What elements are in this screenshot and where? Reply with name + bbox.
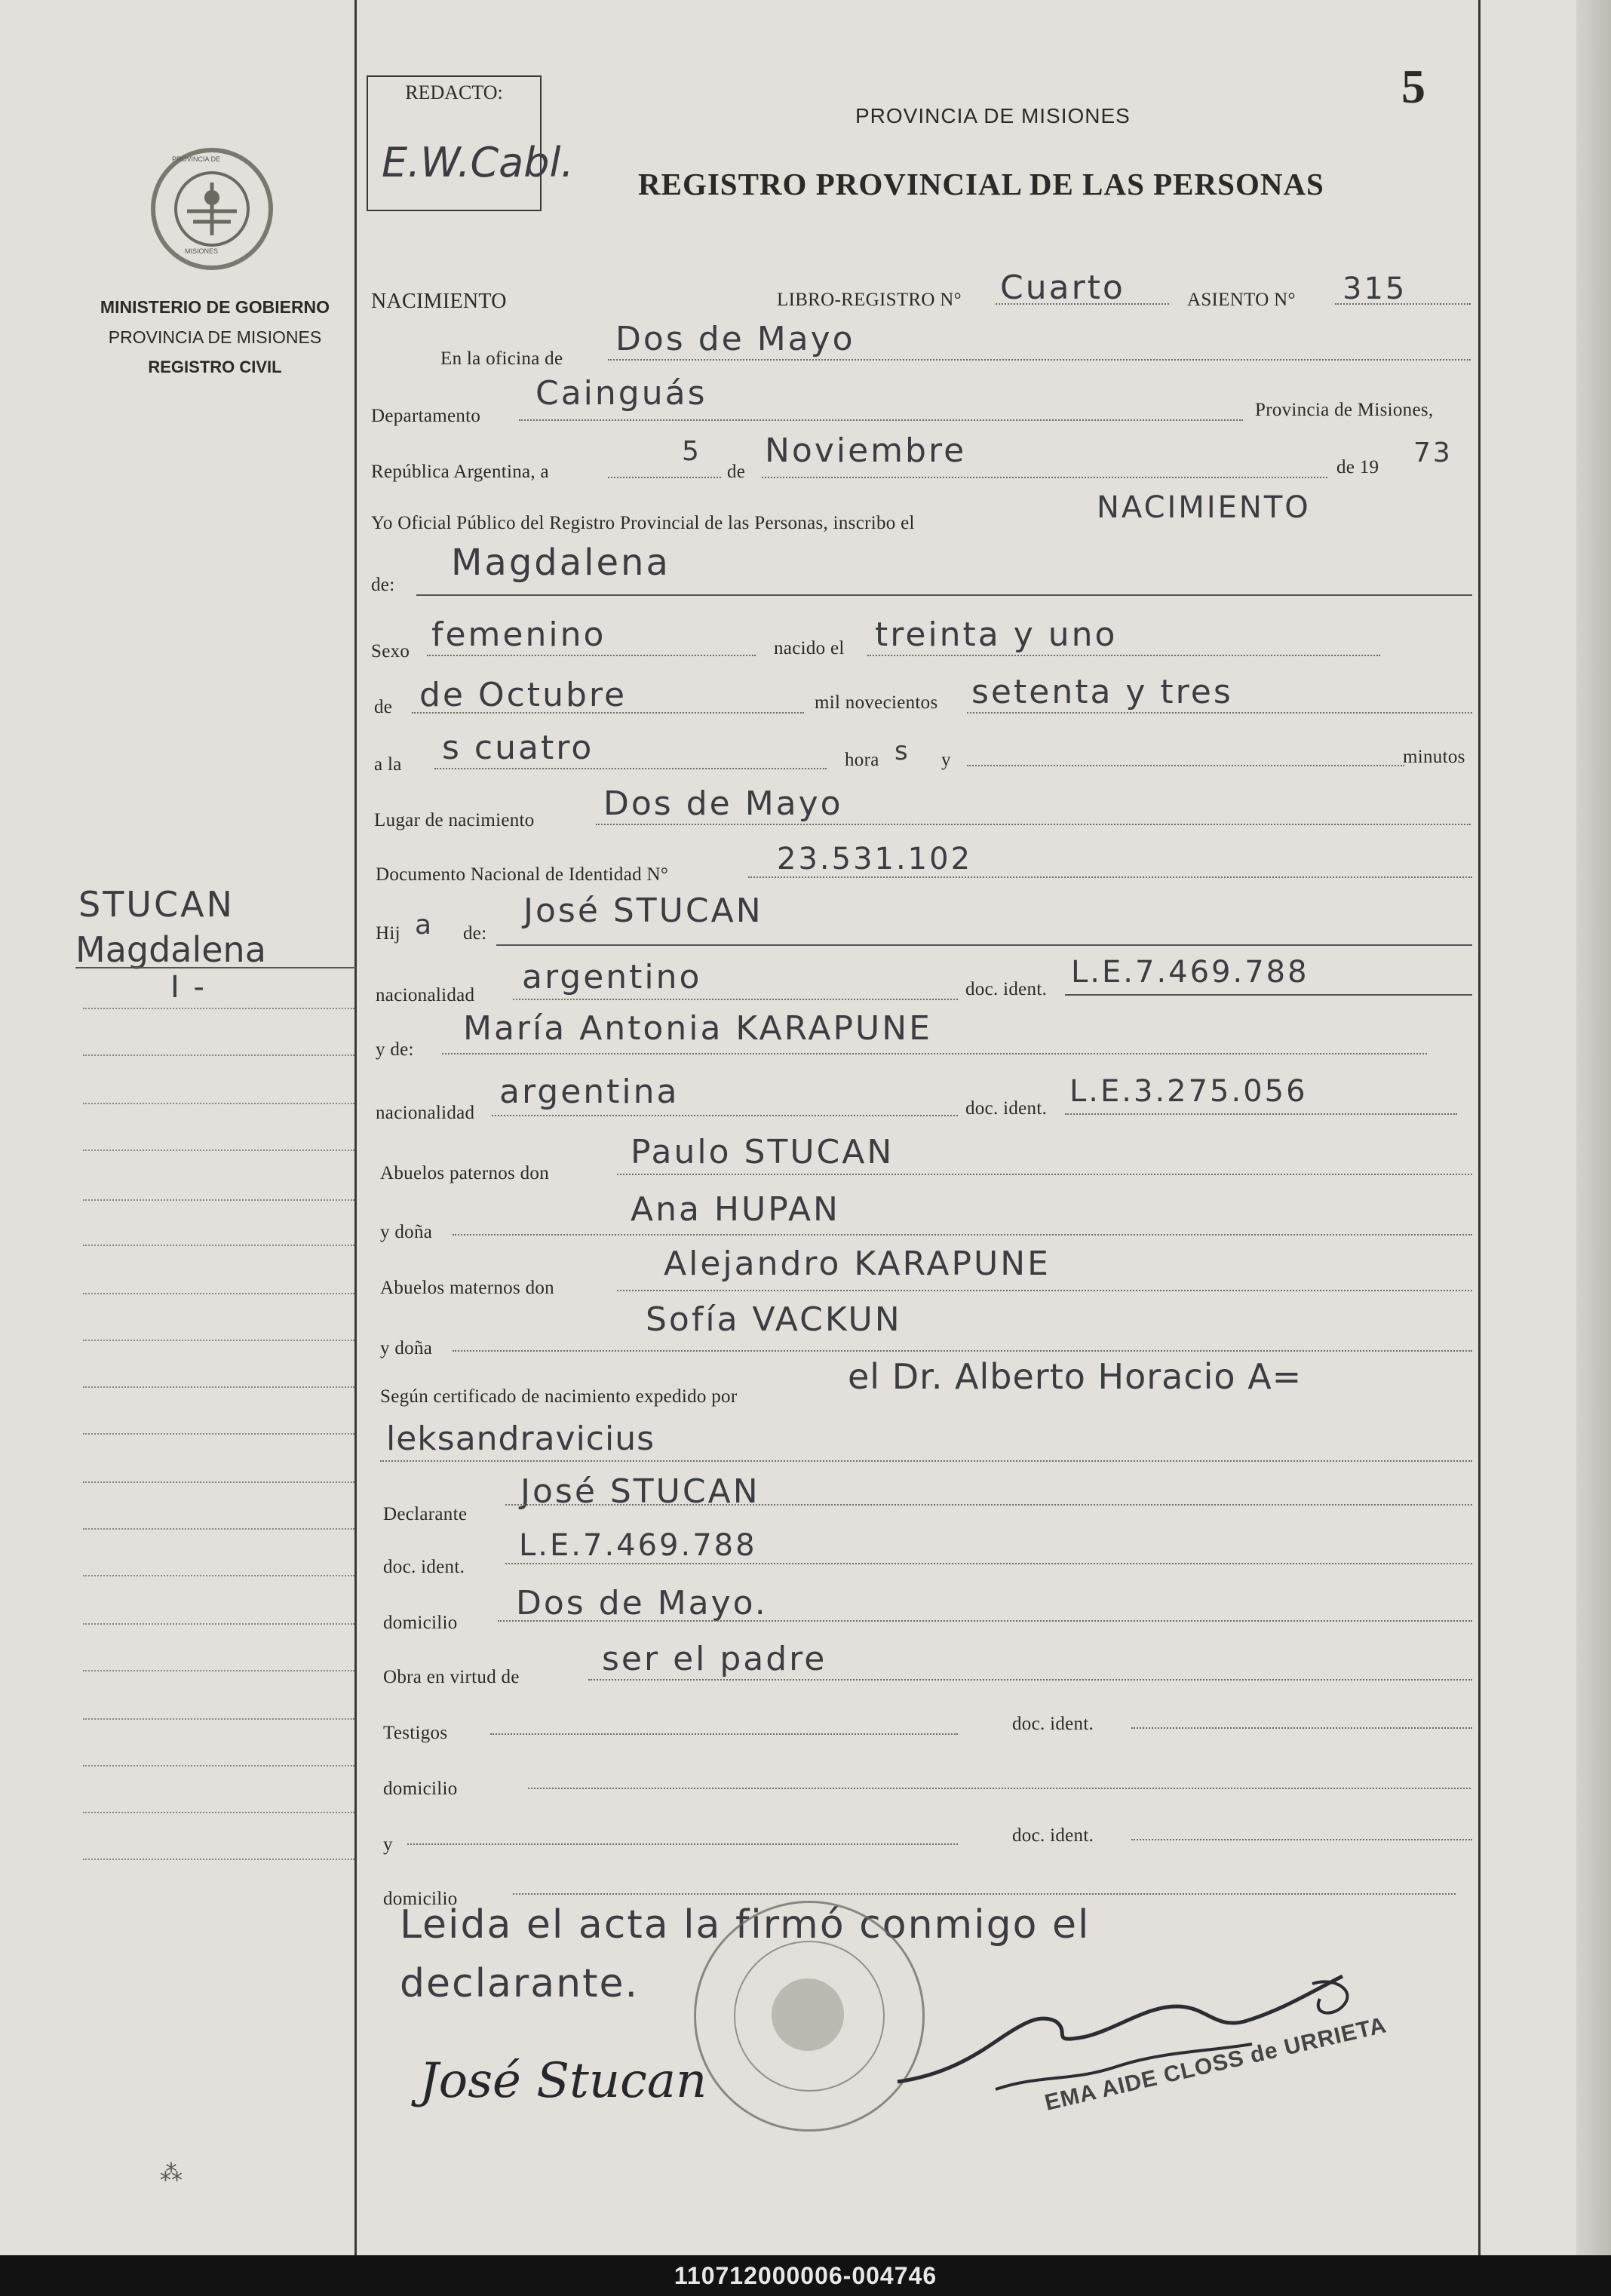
registration-month: Noviembre xyxy=(765,431,967,470)
doc-ident-label: doc. ident. xyxy=(965,979,1048,999)
birth-place: Dos de Mayo xyxy=(603,784,843,823)
republica-label: República Argentina, a xyxy=(371,462,549,482)
oficina-label: En la oficina de xyxy=(440,348,563,369)
paternal-grandmother: Ana HUPAN xyxy=(631,1190,840,1229)
margin-line xyxy=(83,1718,354,1720)
birth-place-line xyxy=(596,824,1471,825)
maternal-grandfather-line xyxy=(617,1290,1472,1291)
maternal-grandfather: Alejandro KARAPUNE xyxy=(664,1245,1051,1283)
witness1-doc-line xyxy=(1131,1727,1472,1729)
stamp-emblem xyxy=(772,1978,844,2051)
witness2-doc-label: doc. ident. xyxy=(1012,1825,1094,1846)
registration-type: NACIMIENTO xyxy=(1097,490,1311,525)
page-title: REGISTRO PROVINCIAL DE LAS PERSONAS xyxy=(638,167,1324,201)
testigos-label: Testigos xyxy=(383,1723,448,1743)
departamento-value: Cainguás xyxy=(535,374,707,413)
de-19-label: de 19 xyxy=(1336,457,1379,477)
departamento-label: Departamento xyxy=(371,406,481,426)
seal-text-top: PROVINCIA DE xyxy=(172,155,221,163)
registration-day: 5 xyxy=(682,436,701,467)
margin-line xyxy=(83,1340,354,1341)
de-label-2: de xyxy=(374,697,393,717)
birth-year-line xyxy=(967,712,1472,714)
obra-label: Obra en virtud de xyxy=(383,1667,520,1687)
dni-value: 23.531.102 xyxy=(777,842,973,876)
birth-day-line xyxy=(867,655,1380,656)
page-number: 5 xyxy=(1401,60,1425,113)
mil-novecientos-label: mil novecientos xyxy=(815,692,938,713)
dni-line xyxy=(748,876,1472,878)
obra-value: ser el padre xyxy=(602,1640,827,1678)
declarant-address: Dos de Mayo. xyxy=(516,1584,768,1622)
hora-suffix: s xyxy=(894,736,910,766)
witness2-address-line xyxy=(513,1893,1456,1895)
asiento-label: ASIENTO N° xyxy=(1187,290,1296,310)
margin-line xyxy=(83,1575,354,1576)
mother-nationality: argentina xyxy=(499,1073,680,1111)
certificate-issuer-line1: el Dr. Alberto Horacio A= xyxy=(848,1356,1303,1397)
certificate-line xyxy=(380,1460,1472,1462)
declarant-signature: José Stucan xyxy=(419,2053,707,2109)
margin-line xyxy=(83,1433,354,1435)
margin-line xyxy=(83,1150,354,1151)
abuelos-maternos-label: Abuelos maternos don xyxy=(380,1278,554,1298)
margin-surname: STUCAN xyxy=(78,884,235,925)
minutes-line xyxy=(967,765,1404,766)
maternal-grandmother-line xyxy=(453,1350,1472,1352)
declarant-name: José STUCAN xyxy=(520,1472,760,1511)
margin-given-name: Magdalena xyxy=(75,929,266,970)
archive-id-footer: 110712000006-004746 xyxy=(0,2255,1611,2296)
margin-line xyxy=(83,1528,354,1530)
father-line xyxy=(496,944,1472,946)
abuelos-paternos-label: Abuelos paternos don xyxy=(380,1163,550,1183)
redacto-initials: E.W.Cabl. xyxy=(382,139,574,186)
hour-line xyxy=(434,768,827,769)
margin-line xyxy=(83,1199,354,1201)
maternal-grandmother: Sofía VACKUN xyxy=(646,1300,902,1339)
mother-nationality-line xyxy=(492,1115,958,1116)
official-name-stamp: EMA AIDE CLOSS de URRIETA xyxy=(1042,2012,1389,2116)
margin-line xyxy=(83,1008,354,1009)
paternal-grandfather-line xyxy=(617,1174,1472,1175)
paternal-grandfather: Paulo STUCAN xyxy=(631,1133,894,1171)
doc-ident-label-3: doc. ident. xyxy=(383,1557,465,1577)
hij-label: Hij xyxy=(376,923,400,944)
birth-year: setenta y tres xyxy=(971,673,1233,711)
address-line xyxy=(498,1620,1472,1622)
witness1-doc-label: doc. ident. xyxy=(1012,1714,1094,1734)
ministry-label: MINISTERIO DE GOBIERNO xyxy=(100,297,330,317)
birth-month: de Octubre xyxy=(419,676,628,714)
header-province: PROVINCIA DE MISIONES xyxy=(855,104,1131,127)
mother-document-line xyxy=(1065,1113,1457,1115)
margin-line xyxy=(83,1859,354,1860)
registration-year: 73 xyxy=(1413,437,1453,468)
asiento-value: 315 xyxy=(1342,272,1407,306)
binding-edge xyxy=(1576,0,1611,2255)
witness2-domicilio-label: domicilio xyxy=(383,1889,458,1909)
closing-statement-line1: Leida el acta la firmó conmigo el xyxy=(400,1902,1091,1948)
declarante-label: Declarante xyxy=(383,1504,468,1524)
declarant-document-line xyxy=(505,1563,1472,1564)
nacido-label: nacido el xyxy=(774,638,845,658)
father-nationality-line xyxy=(513,999,958,1000)
margin-line xyxy=(83,1054,354,1056)
a-la-label: a la xyxy=(374,754,402,775)
mother-name: María Antonia KARAPUNE xyxy=(463,1009,932,1048)
nacionalidad-label: nacionalidad xyxy=(376,985,475,1005)
redacto-label: REDACTO: xyxy=(405,81,503,103)
mother-document: L.E.3.275.056 xyxy=(1069,1074,1308,1109)
margin-line xyxy=(83,1765,354,1767)
margin-line xyxy=(83,1386,354,1388)
certificate-issuer-line2: leksandravicius xyxy=(386,1420,655,1458)
corner-mark: ⁂ xyxy=(160,2161,183,2186)
libro-value: Cuarto xyxy=(1000,269,1125,307)
mother-line xyxy=(442,1053,1427,1054)
departamento-line xyxy=(519,419,1243,421)
libro-label: LIBRO-REGISTRO N° xyxy=(777,290,962,310)
minutos-label: minutos xyxy=(1403,747,1465,767)
name-line xyxy=(416,594,1472,596)
asiento-line xyxy=(1335,303,1471,305)
margin-line xyxy=(83,1670,354,1671)
section-label-nacimiento: NACIMIENTO xyxy=(371,290,507,313)
witness2-doc-line xyxy=(1131,1839,1472,1840)
de-label: de xyxy=(727,462,746,482)
father-document: L.E.7.469.788 xyxy=(1071,955,1309,990)
oficina-value: Dos de Mayo xyxy=(615,320,855,358)
libro-line xyxy=(996,303,1169,305)
paternal-grandmother-line xyxy=(453,1234,1472,1235)
lugar-label: Lugar de nacimiento xyxy=(374,810,535,830)
birth-day: treinta y uno xyxy=(875,615,1118,654)
oficina-line xyxy=(608,359,1471,361)
child-name: Magdalena xyxy=(451,542,670,584)
nacionalidad-label-2: nacionalidad xyxy=(376,1103,475,1123)
margin-note-mark: I - xyxy=(170,970,207,1005)
y-label-2: y xyxy=(383,1834,393,1855)
domicilio-label: domicilio xyxy=(383,1613,458,1633)
father-nationality: argentino xyxy=(522,958,702,996)
segun-label: Según certificado de nacimiento expedido por xyxy=(380,1386,738,1407)
day-line xyxy=(608,477,721,478)
month-line xyxy=(762,477,1327,478)
oficial-statement: Yo Oficial Público del Registro Provincial de las Personas, inscribo el xyxy=(371,513,915,533)
margin-line xyxy=(83,1623,354,1625)
closing-statement-line2: declarante. xyxy=(400,1961,640,2006)
father-document-line xyxy=(1065,994,1472,996)
witness1-address-line xyxy=(528,1788,1471,1789)
y-label: y xyxy=(941,750,951,770)
witness1-domicilio-label: domicilio xyxy=(383,1779,458,1799)
provincia-label: Provincia de Misiones, xyxy=(1255,400,1434,420)
margin-line xyxy=(83,1812,354,1813)
sexo-label: Sexo xyxy=(371,641,410,661)
witness1-line xyxy=(490,1733,958,1735)
y-dona-label: y doña xyxy=(380,1222,433,1242)
obra-line xyxy=(588,1679,1472,1681)
father-name: José STUCAN xyxy=(523,892,763,930)
left-province-label: PROVINCIA DE MISIONES xyxy=(108,327,322,347)
sexo-value: femenino xyxy=(431,615,606,654)
doc-ident-label-2: doc. ident. xyxy=(965,1098,1048,1119)
right-form-border xyxy=(1478,0,1481,2255)
witness2-line xyxy=(407,1843,958,1845)
hora-label: hora xyxy=(845,750,879,770)
de-colon-label: de: xyxy=(371,575,395,595)
redacto-box xyxy=(367,75,574,211)
margin-line xyxy=(83,1293,354,1294)
y-de-label: y de: xyxy=(376,1039,414,1060)
seal-text-bottom: MISIONES xyxy=(185,247,219,255)
margin-underline xyxy=(75,967,356,968)
margin-line xyxy=(83,1103,354,1104)
hij-suffix: a xyxy=(415,910,434,941)
birth-month-line xyxy=(412,712,804,714)
left-form-border xyxy=(354,0,357,2255)
declarant-document: L.E.7.469.788 xyxy=(519,1528,757,1563)
dni-label: Documento Nacional de Identidad N° xyxy=(376,864,669,885)
birth-hour: s cuatro xyxy=(442,729,594,767)
y-dona-label-2: y doña xyxy=(380,1338,433,1358)
margin-line xyxy=(83,1245,354,1246)
sexo-line xyxy=(427,655,756,656)
registry-label: REGISTRO CIVIL xyxy=(148,358,282,376)
margin-line xyxy=(83,1481,354,1483)
hij-de-label: de: xyxy=(463,923,487,944)
declarant-line xyxy=(505,1504,1472,1506)
